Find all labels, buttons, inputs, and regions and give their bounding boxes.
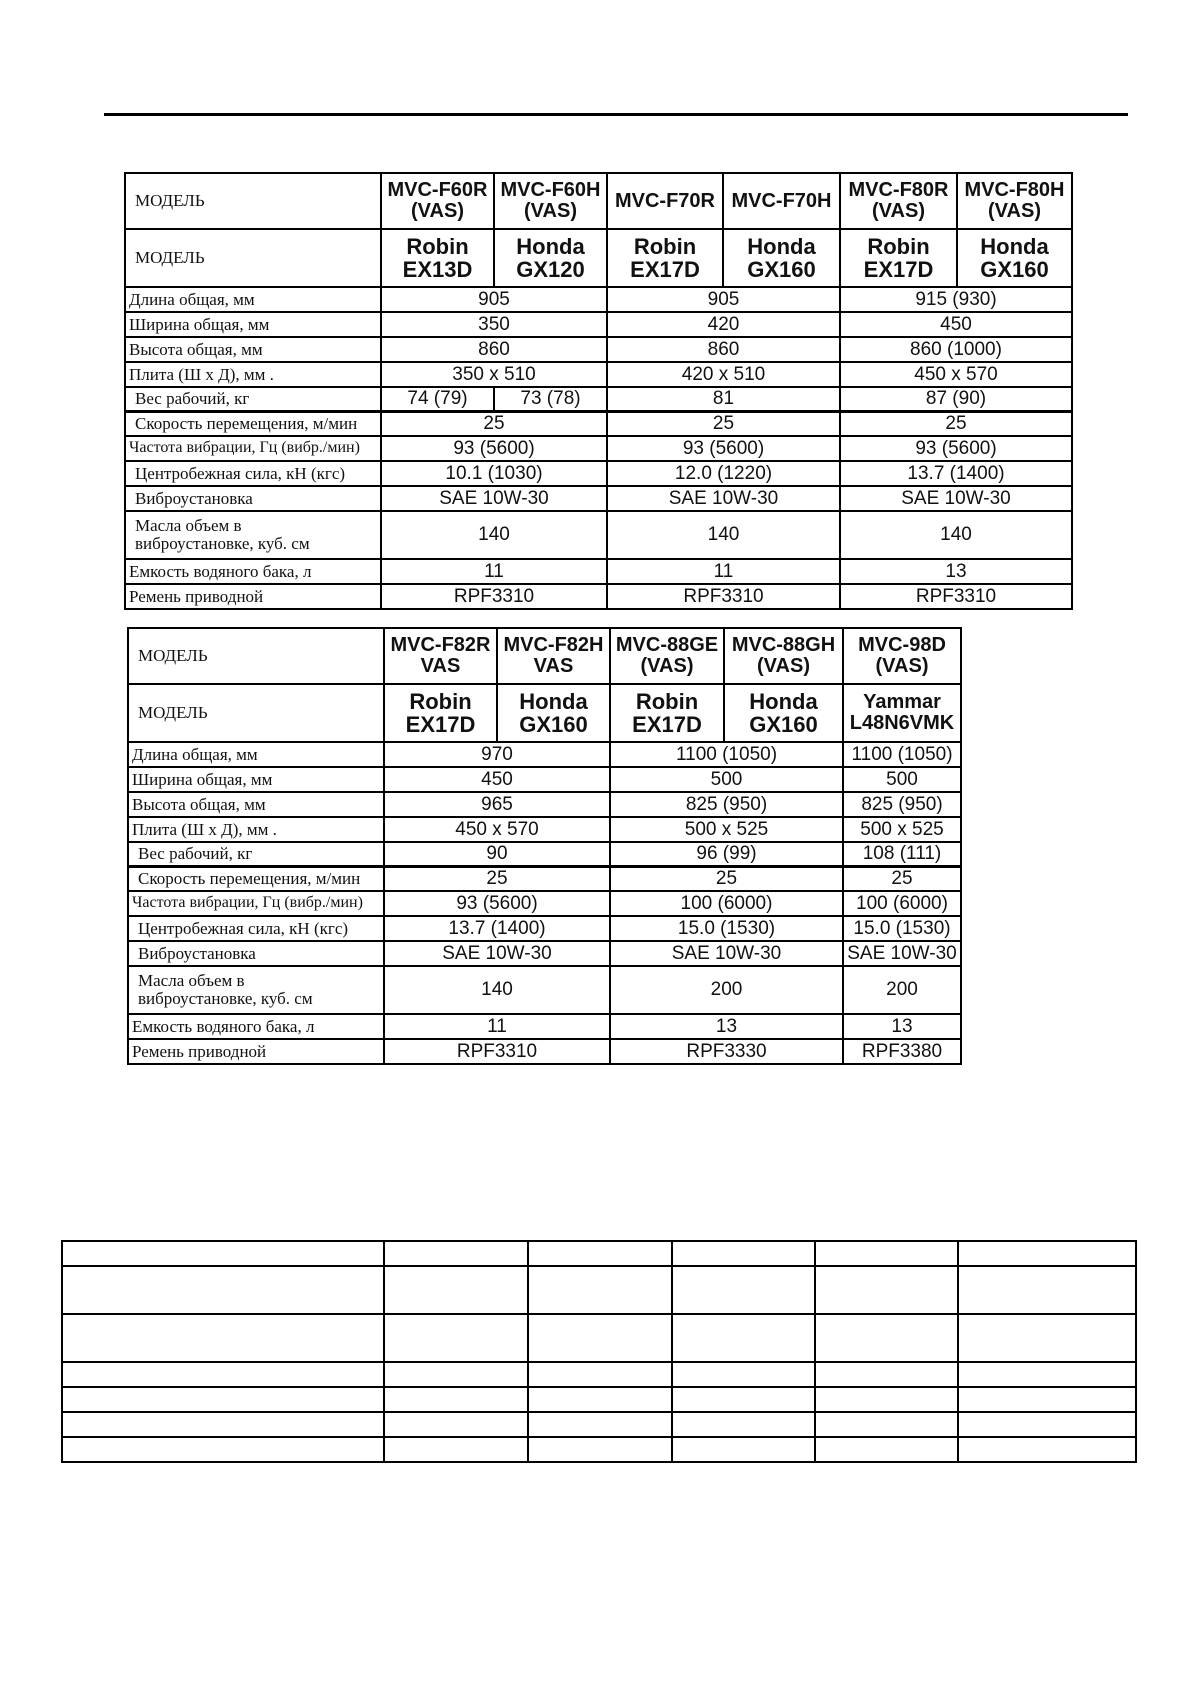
table-row <box>128 684 961 742</box>
engine-header-label: МОДЕЛЬ <box>128 684 384 742</box>
table-row <box>128 1014 961 1039</box>
table-row <box>125 584 1072 609</box>
spec-table-2 <box>127 627 962 1065</box>
empty-cell <box>384 1314 528 1362</box>
engine-name: Robin EX13D <box>381 229 494 287</box>
empty-cell <box>958 1437 1136 1462</box>
engine-name: Honda GX160 <box>957 229 1072 287</box>
table-row <box>128 941 961 966</box>
row-label: Ширина общая, мм <box>125 312 381 337</box>
cell-value: 96 (99) <box>610 842 843 866</box>
row-label: Масла объем в виброустановке, куб. см <box>128 966 384 1014</box>
empty-cell <box>528 1314 672 1362</box>
row-label: Частота вибрации, Гц (вибр./мин) <box>125 436 381 461</box>
empty-cell <box>672 1241 815 1266</box>
cell-value: 500 x 525 <box>610 817 843 842</box>
cell-value: SAE 10W-30 <box>384 941 610 966</box>
model-name: MVC-F80R (VAS) <box>840 173 957 229</box>
cell-value: 108 (111) <box>843 842 961 866</box>
cell-value: SAE 10W-30 <box>840 486 1072 511</box>
empty-cell <box>958 1241 1136 1266</box>
cell-value: RPF3310 <box>607 584 840 609</box>
cell-value: 905 <box>607 287 840 312</box>
cell-value: 12.0 (1220) <box>607 461 840 486</box>
cell-value: 90 <box>384 842 610 866</box>
table-row <box>125 486 1072 511</box>
cell-value: 420 x 510 <box>607 362 840 387</box>
empty-cell <box>528 1437 672 1462</box>
cell-value: 93 (5600) <box>384 891 610 916</box>
table-row <box>125 287 1072 312</box>
empty-cell <box>815 1412 958 1437</box>
engine-name: Robin EX17D <box>840 229 957 287</box>
cell-value: 74 (79) <box>381 387 494 411</box>
cell-value: 965 <box>384 792 610 817</box>
header-rule <box>104 113 1128 116</box>
empty-cell <box>62 1412 384 1437</box>
table-row <box>62 1314 1136 1362</box>
empty-cell <box>958 1266 1136 1314</box>
empty-cell <box>384 1412 528 1437</box>
empty-cell <box>815 1241 958 1266</box>
empty-cell <box>672 1387 815 1412</box>
row-label: Скорость перемещения, м/мин <box>128 866 384 891</box>
engine-name: Honda GX160 <box>724 684 843 742</box>
row-label: Вес рабочий, кг <box>125 387 381 411</box>
cell-value: 200 <box>843 966 961 1014</box>
cell-value: 93 (5600) <box>381 436 607 461</box>
empty-cell <box>62 1314 384 1362</box>
model-name: MVC-F70H <box>723 173 840 229</box>
cell-value: 500 <box>843 767 961 792</box>
cell-value: 25 <box>843 866 961 891</box>
cell-value: 500 x 525 <box>843 817 961 842</box>
row-label: Центробежная сила, кН (кгс) <box>128 916 384 941</box>
cell-value: 140 <box>381 511 607 559</box>
cell-value: 81 <box>607 387 840 411</box>
cell-value: 73 (78) <box>494 387 607 411</box>
table-row <box>62 1362 1136 1387</box>
empty-table <box>61 1240 1137 1463</box>
table-row <box>125 387 1072 411</box>
engine-name: Honda GX120 <box>494 229 607 287</box>
model-name: MVC-F60R (VAS) <box>381 173 494 229</box>
table-row <box>128 1039 961 1064</box>
empty-cell <box>528 1412 672 1437</box>
table-row <box>125 461 1072 486</box>
cell-value: 15.0 (1530) <box>610 916 843 941</box>
empty-cell <box>672 1412 815 1437</box>
empty-cell <box>62 1362 384 1387</box>
cell-value: 11 <box>384 1014 610 1039</box>
cell-value: RPF3330 <box>610 1039 843 1064</box>
cell-value: 25 <box>607 411 840 436</box>
row-label: Длина общая, мм <box>125 287 381 312</box>
table-row <box>128 866 961 891</box>
cell-value: 25 <box>384 866 610 891</box>
cell-value: 915 (930) <box>840 287 1072 312</box>
cell-value: RPF3310 <box>384 1039 610 1064</box>
cell-value: 905 <box>381 287 607 312</box>
empty-cell <box>958 1314 1136 1362</box>
row-label: Длина общая, мм <box>128 742 384 767</box>
cell-value: 15.0 (1530) <box>843 916 961 941</box>
model-header-label: МОДЕЛЬ <box>128 628 384 684</box>
engine-name: Robin EX17D <box>610 684 724 742</box>
cell-value: 450 <box>384 767 610 792</box>
empty-cell <box>958 1412 1136 1437</box>
table-row <box>125 173 1072 229</box>
table-row <box>128 891 961 916</box>
spec-table-1 <box>124 172 1073 610</box>
row-label: Ремень приводной <box>125 584 381 609</box>
cell-value: 93 (5600) <box>607 436 840 461</box>
cell-value: 500 <box>610 767 843 792</box>
cell-value: 970 <box>384 742 610 767</box>
cell-value: SAE 10W-30 <box>843 941 961 966</box>
table-row <box>125 436 1072 461</box>
table-row <box>128 628 961 684</box>
cell-value: 100 (6000) <box>610 891 843 916</box>
empty-cell <box>672 1314 815 1362</box>
model-name: MVC-F82R VAS <box>384 628 497 684</box>
cell-value: 140 <box>607 511 840 559</box>
cell-value: 450 <box>840 312 1072 337</box>
model-header-label: МОДЕЛЬ <box>125 173 381 229</box>
cell-value: 140 <box>840 511 1072 559</box>
table-row <box>128 767 961 792</box>
table-row <box>62 1412 1136 1437</box>
table-row <box>128 966 961 1014</box>
row-label: Плита (Ш х Д), мм . <box>128 817 384 842</box>
cell-value: 1100 (1050) <box>843 742 961 767</box>
table-row <box>125 362 1072 387</box>
table-row <box>62 1241 1136 1266</box>
cell-value: 450 x 570 <box>840 362 1072 387</box>
empty-cell <box>62 1437 384 1462</box>
empty-cell <box>528 1362 672 1387</box>
model-name: MVC-88GH (VAS) <box>724 628 843 684</box>
cell-value: 1100 (1050) <box>610 742 843 767</box>
empty-cell <box>384 1437 528 1462</box>
table-row <box>128 916 961 941</box>
cell-value: 13 <box>843 1014 961 1039</box>
cell-value: 100 (6000) <box>843 891 961 916</box>
cell-value: 25 <box>381 411 607 436</box>
empty-cell <box>384 1387 528 1412</box>
empty-cell <box>384 1362 528 1387</box>
cell-value: 140 <box>384 966 610 1014</box>
cell-value: 825 (950) <box>843 792 961 817</box>
cell-value: RPF3380 <box>843 1039 961 1064</box>
table-row <box>128 842 961 866</box>
cell-value: 25 <box>840 411 1072 436</box>
cell-value: 87 (90) <box>840 387 1072 411</box>
cell-value: 25 <box>610 866 843 891</box>
engine-header-label: МОДЕЛЬ <box>125 229 381 287</box>
row-label: Емкость водяного бака, л <box>128 1014 384 1039</box>
cell-value: 11 <box>381 559 607 584</box>
table-row <box>128 817 961 842</box>
empty-cell <box>958 1362 1136 1387</box>
table-row <box>125 312 1072 337</box>
table-row <box>125 559 1072 584</box>
engine-name: Honda GX160 <box>723 229 840 287</box>
cell-value: 10.1 (1030) <box>381 461 607 486</box>
empty-cell <box>528 1387 672 1412</box>
empty-cell <box>815 1266 958 1314</box>
table-row <box>125 229 1072 287</box>
empty-cell <box>672 1266 815 1314</box>
empty-cell <box>528 1241 672 1266</box>
cell-value: 13.7 (1400) <box>384 916 610 941</box>
cell-value: 13 <box>610 1014 843 1039</box>
table-row <box>62 1266 1136 1314</box>
cell-value: 13.7 (1400) <box>840 461 1072 486</box>
row-label: Высота общая, мм <box>128 792 384 817</box>
empty-cell <box>815 1314 958 1362</box>
empty-cell <box>528 1266 672 1314</box>
row-label: Емкость водяного бака, л <box>125 559 381 584</box>
cell-value: 350 x 510 <box>381 362 607 387</box>
model-name: MVC-98D (VAS) <box>843 628 961 684</box>
table-row <box>62 1387 1136 1412</box>
row-label: Центробежная сила, кН (кгс) <box>125 461 381 486</box>
model-name: MVC-F80H (VAS) <box>957 173 1072 229</box>
cell-value: SAE 10W-30 <box>610 941 843 966</box>
row-label: Виброустановка <box>125 486 381 511</box>
engine-name: Robin EX17D <box>607 229 723 287</box>
empty-cell <box>815 1387 958 1412</box>
row-label: Скорость перемещения, м/мин <box>125 411 381 436</box>
cell-value: 860 (1000) <box>840 337 1072 362</box>
empty-cell <box>62 1387 384 1412</box>
row-label: Ширина общая, мм <box>128 767 384 792</box>
empty-cell <box>672 1437 815 1462</box>
engine-name: Honda GX160 <box>497 684 610 742</box>
table-row <box>125 511 1072 559</box>
cell-value: 350 <box>381 312 607 337</box>
table-row <box>128 792 961 817</box>
empty-cell <box>672 1362 815 1387</box>
model-name: MVC-F60H (VAS) <box>494 173 607 229</box>
empty-cell <box>815 1362 958 1387</box>
cell-value: 93 (5600) <box>840 436 1072 461</box>
cell-value: 860 <box>607 337 840 362</box>
model-name: MVC-F70R <box>607 173 723 229</box>
engine-name: Robin EX17D <box>384 684 497 742</box>
row-label: Высота общая, мм <box>125 337 381 362</box>
empty-cell <box>62 1266 384 1314</box>
cell-value: 200 <box>610 966 843 1014</box>
table-row <box>125 337 1072 362</box>
cell-value: 13 <box>840 559 1072 584</box>
cell-value: 825 (950) <box>610 792 843 817</box>
row-label: Вес рабочий, кг <box>128 842 384 866</box>
cell-value: 860 <box>381 337 607 362</box>
row-label: Виброустановка <box>128 941 384 966</box>
empty-cell <box>958 1387 1136 1412</box>
cell-value: RPF3310 <box>840 584 1072 609</box>
table-row <box>128 742 961 767</box>
engine-name: Yammar L48N6VMK <box>843 684 961 742</box>
empty-cell <box>815 1437 958 1462</box>
empty-cell <box>384 1241 528 1266</box>
model-name: MVC-88GE (VAS) <box>610 628 724 684</box>
row-label: Плита (Ш х Д), мм . <box>125 362 381 387</box>
table-row <box>62 1437 1136 1462</box>
row-label: Масла объем в виброустановке, куб. см <box>125 511 381 559</box>
cell-value: SAE 10W-30 <box>607 486 840 511</box>
cell-value: SAE 10W-30 <box>381 486 607 511</box>
row-label: Ремень приводной <box>128 1039 384 1064</box>
table-row <box>125 411 1072 436</box>
cell-value: 11 <box>607 559 840 584</box>
empty-cell <box>62 1241 384 1266</box>
empty-cell <box>384 1266 528 1314</box>
model-name: MVC-F82H VAS <box>497 628 610 684</box>
cell-value: 450 x 570 <box>384 817 610 842</box>
cell-value: RPF3310 <box>381 584 607 609</box>
cell-value: 420 <box>607 312 840 337</box>
row-label: Частота вибрации, Гц (вибр./мин) <box>128 891 384 916</box>
